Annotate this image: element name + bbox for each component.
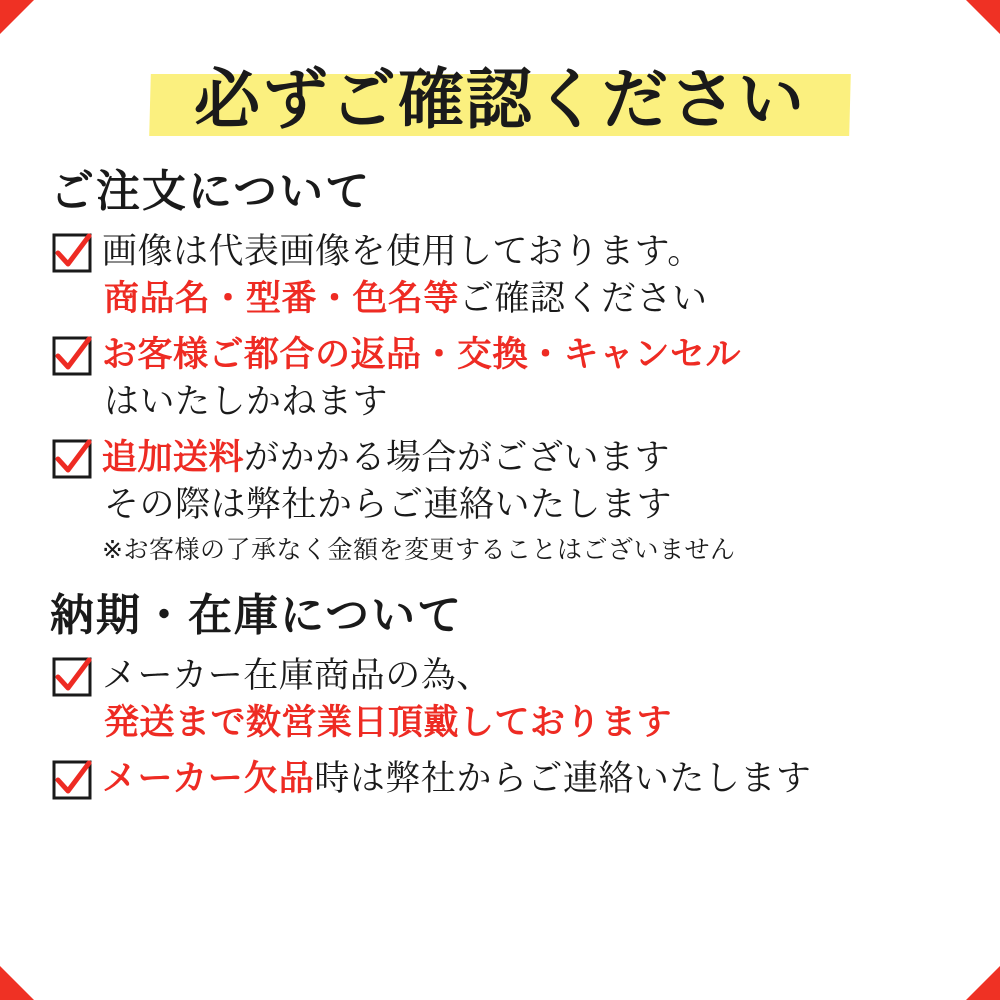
- page-title: [44, 52, 956, 148]
- emphasis-text: メーカー欠品: [102, 759, 315, 800]
- plain-text: ご確認ください: [459, 278, 708, 319]
- list-item-line: [102, 332, 956, 379]
- list-item-line: メーカー在庫商品の為、: [102, 656, 492, 697]
- checkmark-icon: [52, 657, 92, 697]
- corner-accent-top-left: [0, 0, 34, 34]
- page-title-text: 必ずご確認ください: [194, 61, 806, 138]
- checkmark-icon: [52, 233, 92, 273]
- section-heading-order: ご注文について: [50, 166, 372, 217]
- list-item-note: ※お客様の了承なく金額を変更することはございません: [102, 535, 736, 565]
- emphasis-text: お客様ご都合の返品・交換・キャンセル: [102, 335, 742, 376]
- list-item: [52, 756, 956, 803]
- list-item-text: [102, 229, 956, 322]
- list-item-text: [102, 435, 956, 566]
- plain-text: 時は弊社からご連絡いたします: [314, 759, 812, 800]
- checkmark-icon: [52, 760, 92, 800]
- list-item-line: はいたしかねます: [104, 381, 389, 422]
- checkmark-icon: [52, 439, 92, 479]
- list-item: [52, 653, 956, 746]
- plain-text: がかかる場合がございます: [244, 438, 671, 479]
- emphasis-text: 発送まで数営業日頂戴しております: [104, 702, 673, 743]
- emphasis-text: 商品名・型番・色名等: [104, 278, 460, 319]
- list-item-text: [102, 332, 956, 425]
- list-item: [52, 435, 956, 566]
- list-item-line: [102, 276, 956, 323]
- corner-accent-top-right: [966, 0, 1000, 34]
- list-item-text: [102, 756, 956, 803]
- list-item-line: その際は弊社からご連絡いたします: [104, 484, 673, 525]
- list-item-line: [102, 700, 956, 747]
- corner-accent-bottom-left: [0, 966, 34, 1000]
- list-item-line: [102, 756, 956, 803]
- list-item-line: [102, 435, 956, 482]
- emphasis-text: 追加送料: [102, 438, 245, 479]
- section-heading-delivery: 納期・在庫について: [50, 590, 464, 642]
- corner-accent-bottom-right: [966, 966, 1000, 1000]
- checkmark-icon: [52, 336, 92, 376]
- list-item-text: [102, 653, 956, 746]
- list-item-line: 画像は代表画像を使用しております。: [102, 232, 703, 272]
- list-item: [52, 332, 956, 425]
- list-item: [52, 229, 956, 322]
